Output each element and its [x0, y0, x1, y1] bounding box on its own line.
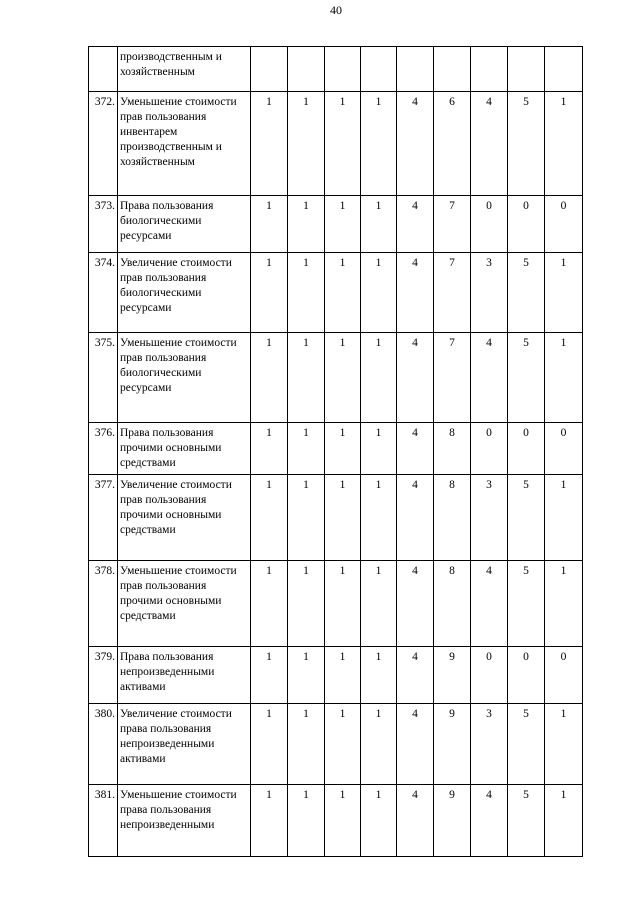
code-cell-1: 1: [251, 253, 288, 333]
code-cell-4: 1: [361, 475, 397, 561]
code-cell-8: 5: [508, 704, 545, 785]
code-cell-5: 4: [397, 196, 434, 253]
code-cell-5: 4: [397, 253, 434, 333]
code-cell-2: 1: [288, 92, 325, 196]
code-cell-1: [251, 47, 288, 92]
code-cell-8: 5: [508, 475, 545, 561]
code-cell-9: 1: [545, 475, 583, 561]
code-cell-8: [508, 47, 545, 92]
row-number: 372.: [89, 92, 118, 196]
code-cell-5: 4: [397, 704, 434, 785]
table-row: [89, 475, 583, 561]
table-row: [89, 423, 583, 475]
code-cell-4: 1: [361, 704, 397, 785]
page-number: 40: [330, 3, 342, 17]
code-cell-7: [471, 47, 508, 92]
code-cell-8: 5: [508, 92, 545, 196]
code-cell-6: 9: [434, 647, 471, 704]
code-cell-3: 1: [325, 475, 361, 561]
code-cell-9: 1: [545, 253, 583, 333]
row-number: 377.: [89, 475, 118, 561]
code-cell-1: 1: [251, 92, 288, 196]
code-cell-3: 1: [325, 561, 361, 647]
table-row: [89, 92, 583, 196]
row-number: 380.: [89, 704, 118, 785]
code-cell-4: 1: [361, 561, 397, 647]
code-cell-4: 1: [361, 647, 397, 704]
row-number: 381.: [89, 785, 118, 857]
code-cell-6: 9: [434, 704, 471, 785]
code-cell-7: 4: [471, 561, 508, 647]
code-cell-3: 1: [325, 647, 361, 704]
row-name: Увеличение стоимости права пользования непроизведенными активами: [118, 704, 251, 785]
row-name: Уменьшение стоимости прав пользования инвентарем производственным и хозяйственным: [118, 92, 251, 196]
code-cell-7: 4: [471, 785, 508, 857]
row-name: Права пользования прочими основными средствами: [118, 423, 251, 475]
code-cell-7: 3: [471, 253, 508, 333]
table-body: [89, 47, 583, 857]
code-cell-7: 4: [471, 333, 508, 423]
code-cell-1: 1: [251, 561, 288, 647]
code-cell-5: 4: [397, 475, 434, 561]
code-cell-2: 1: [288, 785, 325, 857]
code-cell-2: 1: [288, 475, 325, 561]
code-cell-4: 1: [361, 333, 397, 423]
table-row: [89, 196, 583, 253]
table-row: [89, 785, 583, 857]
code-cell-7: 3: [471, 475, 508, 561]
code-cell-8: 5: [508, 785, 545, 857]
code-cell-1: 1: [251, 647, 288, 704]
table-row: [89, 253, 583, 333]
row-number: 375.: [89, 333, 118, 423]
code-cell-9: 1: [545, 333, 583, 423]
code-cell-9: 0: [545, 423, 583, 475]
code-cell-3: [325, 47, 361, 92]
row-name: Права пользования биологическими ресурсами: [118, 196, 251, 253]
code-cell-9: [545, 47, 583, 92]
code-cell-5: 4: [397, 333, 434, 423]
code-cell-2: 1: [288, 704, 325, 785]
code-cell-6: 8: [434, 423, 471, 475]
code-cell-5: 4: [397, 92, 434, 196]
code-cell-4: 1: [361, 253, 397, 333]
code-cell-3: 1: [325, 92, 361, 196]
code-cell-6: [434, 47, 471, 92]
code-cell-9: 1: [545, 92, 583, 196]
code-cell-7: 0: [471, 196, 508, 253]
code-cell-6: 9: [434, 785, 471, 857]
code-cell-4: 1: [361, 785, 397, 857]
code-cell-4: 1: [361, 92, 397, 196]
code-cell-1: 1: [251, 475, 288, 561]
code-cell-5: 4: [397, 785, 434, 857]
row-name: Увеличение стоимости прав пользования прочими основными средствами: [118, 475, 251, 561]
code-cell-2: 1: [288, 333, 325, 423]
code-cell-8: 5: [508, 253, 545, 333]
code-cell-2: [288, 47, 325, 92]
table-row: [89, 561, 583, 647]
code-cell-1: 1: [251, 333, 288, 423]
code-cell-1: 1: [251, 785, 288, 857]
code-cell-5: 4: [397, 561, 434, 647]
code-cell-1: 1: [251, 196, 288, 253]
code-cell-4: 1: [361, 423, 397, 475]
row-number: 376.: [89, 423, 118, 475]
code-cell-4: [361, 47, 397, 92]
table-row: [89, 704, 583, 785]
code-cell-8: 0: [508, 196, 545, 253]
code-cell-2: 1: [288, 561, 325, 647]
code-cell-7: 0: [471, 423, 508, 475]
code-cell-7: 3: [471, 704, 508, 785]
table-row: [89, 47, 583, 92]
code-cell-5: 4: [397, 423, 434, 475]
code-cell-5: [397, 47, 434, 92]
code-cell-1: 1: [251, 704, 288, 785]
code-cell-3: 1: [325, 423, 361, 475]
accounts-table: [88, 46, 583, 857]
code-cell-3: 1: [325, 704, 361, 785]
code-cell-5: 4: [397, 647, 434, 704]
code-cell-6: 6: [434, 92, 471, 196]
code-cell-9: 1: [545, 704, 583, 785]
code-cell-9: 1: [545, 561, 583, 647]
code-cell-3: 1: [325, 333, 361, 423]
row-name: Права пользования непроизведенными активами: [118, 647, 251, 704]
code-cell-2: 1: [288, 423, 325, 475]
code-cell-2: 1: [288, 647, 325, 704]
row-name: Уменьшение стоимости прав пользования биологическими ресурсами: [118, 333, 251, 423]
code-cell-3: 1: [325, 196, 361, 253]
code-cell-2: 1: [288, 253, 325, 333]
code-cell-7: 4: [471, 92, 508, 196]
code-cell-8: 5: [508, 561, 545, 647]
code-cell-3: 1: [325, 785, 361, 857]
row-number: 378.: [89, 561, 118, 647]
code-cell-8: 0: [508, 647, 545, 704]
code-cell-6: 8: [434, 475, 471, 561]
row-name: Увеличение стоимости прав пользования биологическими ресурсами: [118, 253, 251, 333]
code-cell-9: 0: [545, 196, 583, 253]
code-cell-8: 0: [508, 423, 545, 475]
table-row: [89, 333, 583, 423]
code-cell-3: 1: [325, 253, 361, 333]
code-cell-9: 0: [545, 647, 583, 704]
code-cell-9: 1: [545, 785, 583, 857]
code-cell-6: 7: [434, 196, 471, 253]
code-cell-6: 7: [434, 253, 471, 333]
row-name: производственным и хозяйственным: [118, 47, 251, 92]
row-number: 379.: [89, 647, 118, 704]
code-cell-7: 0: [471, 647, 508, 704]
code-cell-8: 5: [508, 333, 545, 423]
code-cell-1: 1: [251, 423, 288, 475]
table-row: [89, 647, 583, 704]
code-cell-6: 8: [434, 561, 471, 647]
code-cell-4: 1: [361, 196, 397, 253]
row-number: [89, 47, 118, 92]
code-cell-6: 7: [434, 333, 471, 423]
row-number: 373.: [89, 196, 118, 253]
row-number: 374.: [89, 253, 118, 333]
code-cell-2: 1: [288, 196, 325, 253]
row-name: Уменьшение стоимости права пользования непроизведенными: [118, 785, 251, 857]
row-name: Уменьшение стоимости прав пользования прочими основными средствами: [118, 561, 251, 647]
